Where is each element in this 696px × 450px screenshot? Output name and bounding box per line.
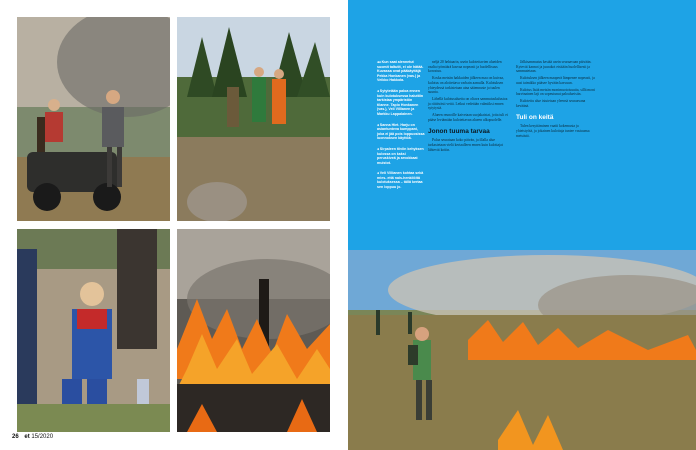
article-paragraph: Jälkisammutus kestää usein seuraavaan päivään. Kytevät kannot ja juurakot etsitään huolellisesti ja sammutetaan. (516, 60, 592, 74)
issue-number: 15/2020 (31, 434, 54, 440)
article-paragraph: Kulotus lisää metsän monimuotoisuutta, sillä moni harvinainen laji on sopeutunut paloalueisiin. (516, 87, 595, 97)
article-paragraph: Kulotettu alue istutetaan yleensä seuraavana keväänä. (516, 98, 586, 108)
section-heading: Tuli on keitä (516, 114, 554, 122)
caption-1: ◂◂ Kun saat alennetut suomit taltutit, ei ole hätää. Kuvassa ovat pääkäyttäjä Pekka Honkanen (vas.) ja Veikko Hakkola. (377, 60, 424, 83)
burning-field-photo (348, 250, 696, 450)
article-paragraph: neljä 20 hehtaarin, usein kulotettavien alueiden osalta työmäärä kasvaa nopeasti ja huolellisuus korostuu. (428, 60, 502, 74)
burning-stump-photo (177, 229, 330, 432)
caption-3: ◂ Sanna Hiet. Harju on asiantunteva kumppani, joka ei jää pois loppuosissa luonnoksen käyttöä. (377, 122, 425, 141)
page-number: 26 (12, 434, 19, 440)
article-paragraph: Alueen reunoille kaivetaan suojakaistat, jotta tuli ei pääse leviämään kulotettavan alueen ulkopuolelle. (428, 113, 508, 122)
article-column-1 (428, 60, 508, 155)
right-page (348, 0, 696, 450)
article-paragraph: Koska metsän hakkuiden jälkeen maa on kuivaa, kulotus on aloitettava varhain aamulla. Kulotuksen yhteydessä tarkistetaan aina sääennuste ja tuulen suunta. (428, 76, 504, 95)
caption-4: ◂ Sirpaleen tiiviin kehyksen kulossa on kaksi peruskiveä ja arvokkaat muistot. (377, 146, 424, 165)
caption-5: ◂ Veli Villianen kohtaa sekä mies- että nais-henkilöitä kulotuksessa – tällä kertaa sen loppuu jo. (377, 171, 424, 190)
section-heading: Jonon tuuma tarvaa (428, 128, 490, 136)
photo-captions (377, 60, 425, 196)
article-paragraph: Lähellä kulotusaluetta on oltava sammutuskalustoa ja riittävästi vettä. Letkut vedetään valmiiksi ennen sytytystä. (428, 96, 508, 111)
forest-men-photo (177, 17, 330, 221)
woman-sitting-photo (17, 229, 170, 432)
caption-2: ◂ Sytytetään paloa ennen kuin kulotuksessa haluttiin tarkistaa ympäristön tilanne. Tapio Honkanen (vas.), Veli Villianen ja Markku Lappalainen. (377, 88, 424, 116)
page-folio (12, 434, 53, 440)
magazine-name: et (24, 434, 30, 440)
article-paragraph: Tulen kesyttäminen vaatii kokemusta ja yhteistyötä, ja jokainen kulottaja tuntee vastuunsa metsästä. (516, 124, 590, 138)
article-paragraph: Paloa seurataan koko päivän, ja illalla alue tarkastetaan vielä kertaalleen ennen kuin kulottajat lähtevät kotiin. (428, 138, 503, 152)
article-paragraph: Kulotuksen jälkeen maaperä lämpenee nopeasti, ja uusi taimikko pääsee hyvään kasvuun. (516, 76, 595, 85)
article-column-2 (516, 60, 596, 140)
atv-photo (17, 17, 170, 221)
